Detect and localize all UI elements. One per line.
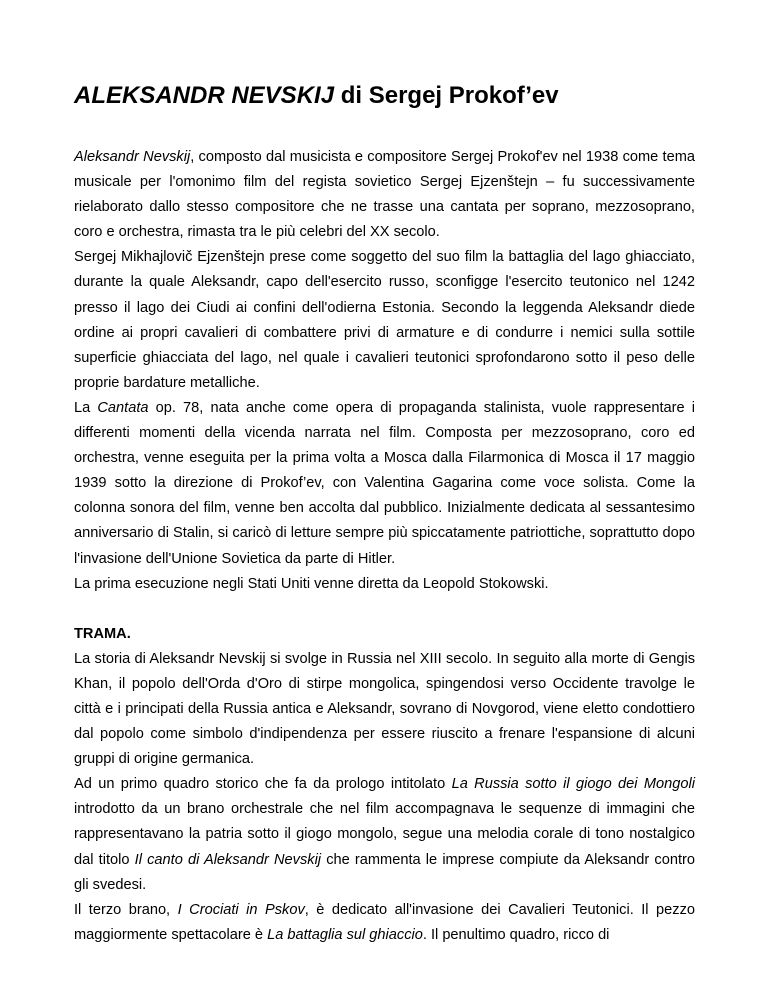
title-rest: di Sergej Prokof’ev [334, 82, 559, 109]
crusaders-title-italic: I Crociati in Pskov [177, 901, 305, 918]
section-heading-trama: TRAMA. [74, 625, 131, 642]
paragraph-gap [74, 597, 695, 622]
song-title-italic: Il canto di Aleksandr Nevskij [134, 851, 322, 868]
prologue-title-italic: La Russia sotto il giogo dei Mongoli [451, 776, 695, 793]
cantata-italic: Cantata [97, 399, 149, 416]
title-italic: ALEKSANDR NEVSKIJ [74, 82, 335, 109]
paragraph-prologue [74, 772, 695, 897]
paragraph-third-c: . Il penultimo quadro, ricco di [422, 926, 610, 943]
battle-title-italic: La battaglia sul ghiaccio [267, 926, 423, 943]
paragraph-intro-text: , composto dal musicista e compositore Sergej Prokof'ev nel 1938 come tema musicale per l'omonimo film del regista sovietico Sergej Ejzenštejn – fu successivamente rielaborato dallo stesso compositore che ne trasse una cantata per soprano, mezzosoprano, coro e orchestra, rimasta tra le più celebri del XX secolo. [74, 149, 695, 241]
paragraph-story: La storia di Aleksandr Nevskij si svolge in Russia nel XIII secolo. In seguito alla morte di Gengis Khan, il popolo dell'Orda d'Oro di stirpe mongolica, spingendosi verso Occidente travolge le città e i principati della Russia antica e Aleksandr, sovrano di Novgorod, viene eletto condottiero dal popolo come simbolo d'indipendenza per essere riuscito a frenare l'espansione di alcuni gruppi di origine germanica. [74, 650, 695, 768]
document-title [74, 80, 559, 112]
paragraph-us-premiere: La prima esecuzione negli Stati Uniti venne diretta da Leopold Stokowski. [74, 575, 549, 592]
paragraph-battle: Sergej Mikhajlovič Ejzenštejn prese come soggetto del suo film la battaglia del lago ghiacciato, durante la quale Aleksandr, capo dell'esercito russo, sconfigge l'esercito teutonico nel 1242 presso il lago dei Ciudi ai confini dell'odierna Estonia. Secondo la leggenda Aleksandr diede ordine ai propri cavalieri di combattere privi di armature e di condurre i nemici sulla sottile superficie ghiacciata del lago, nel quale i cavalieri teutonici sprofondarono sotto il peso delle proprie bardature metalliche. [74, 249, 695, 391]
paragraph-cantata [74, 396, 695, 572]
paragraph-third-piece [74, 898, 695, 948]
paragraph-prologue-c: che rammenta le imprese compiute da Aleksandr contro gli svedesi. [74, 851, 695, 893]
paragraph-third-b: , è dedicato all'invasione dei Cavalieri Teutonici. Il pezzo maggiormente spettacolare è [74, 901, 695, 943]
paragraph-intro [74, 145, 695, 245]
document-body [74, 145, 695, 948]
paragraph-prologue-b: introdotto da un brano orchestrale che nel film accompagnava le sequenze di immagini che rappresentavano la patria sotto il giogo mongolo, segue una melodia corale di tono nostalgico dal titolo [74, 801, 695, 868]
paragraph-third-a: Il terzo brano, [74, 901, 178, 918]
work-title-italic: Aleksandr Nevskij [74, 149, 191, 165]
paragraph-cantata-start: La [74, 399, 98, 416]
paragraph-cantata-text: op. 78, nata anche come opera di propaganda stalinista, vuole rappresentare i differenti momenti della vicenda narrata nel film. Composta per mezzosoprano, coro ed orchestra, venne eseguita per la prima volta a Mosca dalla Filarmonica di Mosca il 17 maggio 1939 sotto la direzione di Prokof’ev, con Valentina Gagarina come voce solista. Come la colonna sonora del film, venne ben accolta dal pubblico. Inizialmente dedicata al sessantesimo anniversario di Stalin, si caricò di letture sempre più spiccatamente patriottiche, soprattutto dopo l'invasione dell'Unione Sovietica da parte di Hitler. [74, 399, 695, 567]
paragraph-prologue-a: Ad un primo quadro storico che fa da prologo intitolato [74, 776, 452, 793]
